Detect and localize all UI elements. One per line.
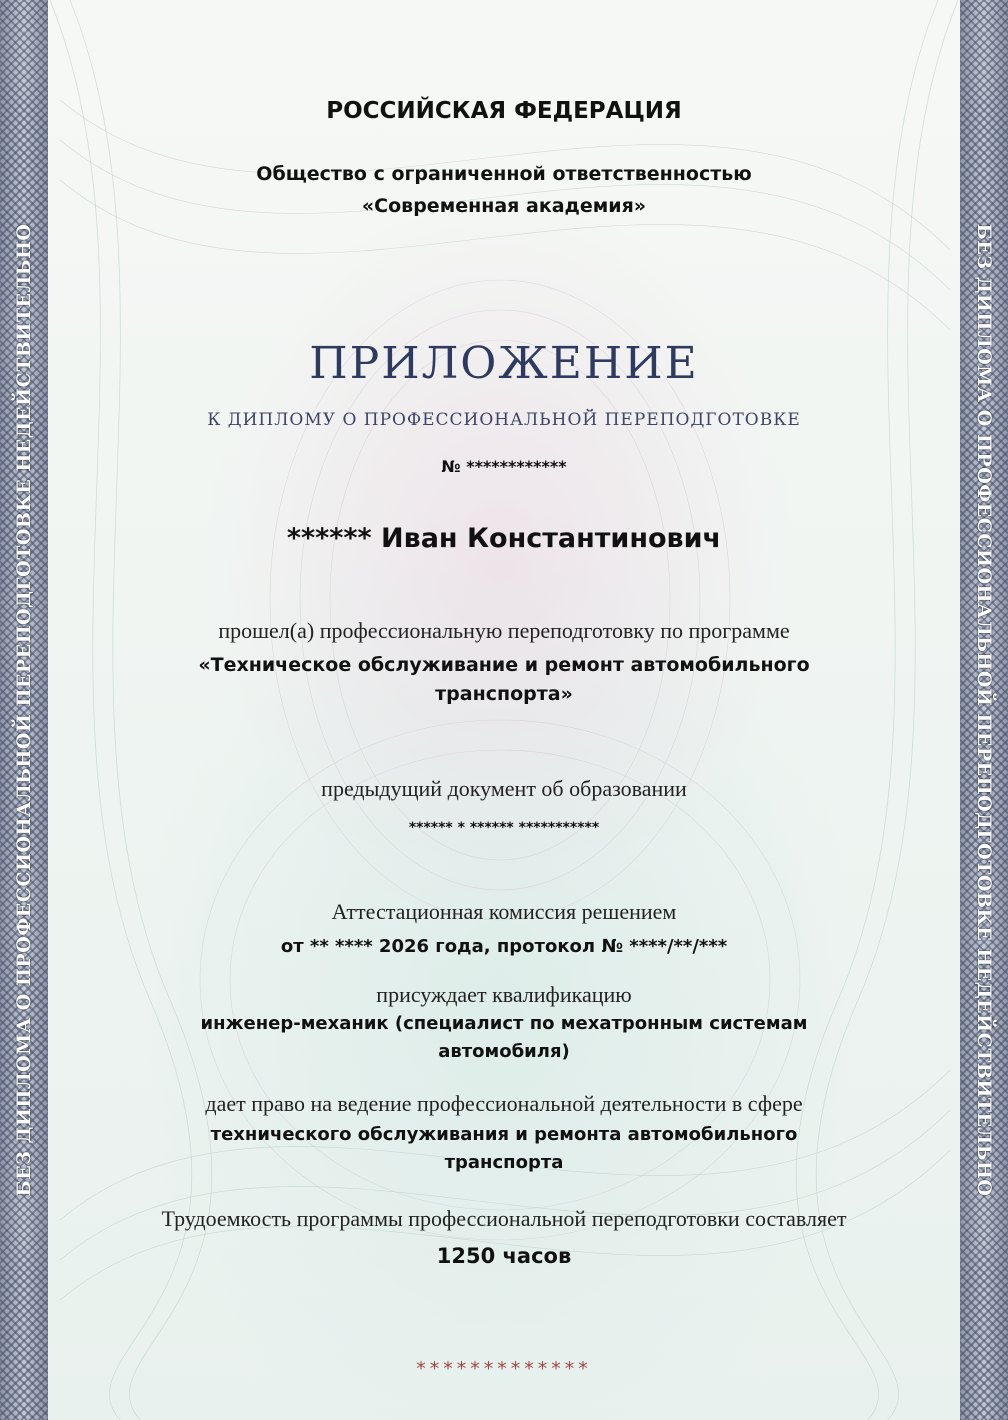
commission-decision: от ** **** 2026 года, протокол № ****/**/***	[280, 936, 728, 957]
recipient-name: ****** Иван Константинович	[286, 523, 722, 554]
document-title: ПРИЛОЖЕНИЕ	[309, 338, 699, 389]
labor-intensity-hours: 1250 часов	[436, 1244, 572, 1268]
program-intro: прошел(а) профессиональную переподготовку по программе	[218, 618, 790, 643]
labor-intensity-label: Трудоемкость программы профессиональной переподготовки составляет	[161, 1206, 847, 1231]
form-series-number: *************	[416, 1358, 592, 1380]
program-name-line1: «Техническое обслуживание и ремонт автомобильного	[198, 654, 810, 676]
program-name-line2: транспорта»	[435, 683, 573, 705]
commission-label: Аттестационная комиссия решением	[331, 899, 677, 924]
organization-type: Общество с ограниченной ответственностью	[256, 163, 752, 185]
left-border-text: БЕЗ ДИПЛОМА О ПРОФЕССИОНАЛЬНОЙ ПЕРЕПОДГОТОВКЕ НЕДЕЙСТВИТЕЛЬНО	[13, 223, 35, 1197]
organization-name: «Современная академия»	[361, 195, 647, 217]
qualification-line2: автомобиля)	[438, 1041, 570, 1062]
document-subtitle: К ДИПЛОМУ О ПРОФЕССИОНАЛЬНОЙ ПЕРЕПОДГОТОВКЕ	[207, 410, 801, 430]
rights-label: дает право на ведение профессиональной деятельности в сфере	[205, 1091, 803, 1116]
country-heading: РОССИЙСКАЯ ФЕДЕРАЦИЯ	[326, 98, 682, 124]
previous-document-label: предыдущий документ об образовании	[321, 776, 687, 801]
qualification-line1: инженер-механик (специалист по мехатронным системам	[200, 1013, 808, 1034]
right-border-text: БЕЗ ДИПЛОМА О ПРОФЕССИОНАЛЬНОЙ ПЕРЕПОДГОТОВКЕ НЕДЕЙСТВИТЕЛЬНО	[973, 223, 995, 1197]
activity-sphere-line1: технического обслуживания и ремонта автомобильного	[210, 1124, 798, 1145]
previous-document-value: ****** * ****** ***********	[408, 820, 600, 836]
activity-sphere-line2: транспорта	[444, 1152, 564, 1173]
qualification-label: присуждает квалификацию	[376, 982, 632, 1007]
document-number: № ************	[441, 457, 567, 476]
